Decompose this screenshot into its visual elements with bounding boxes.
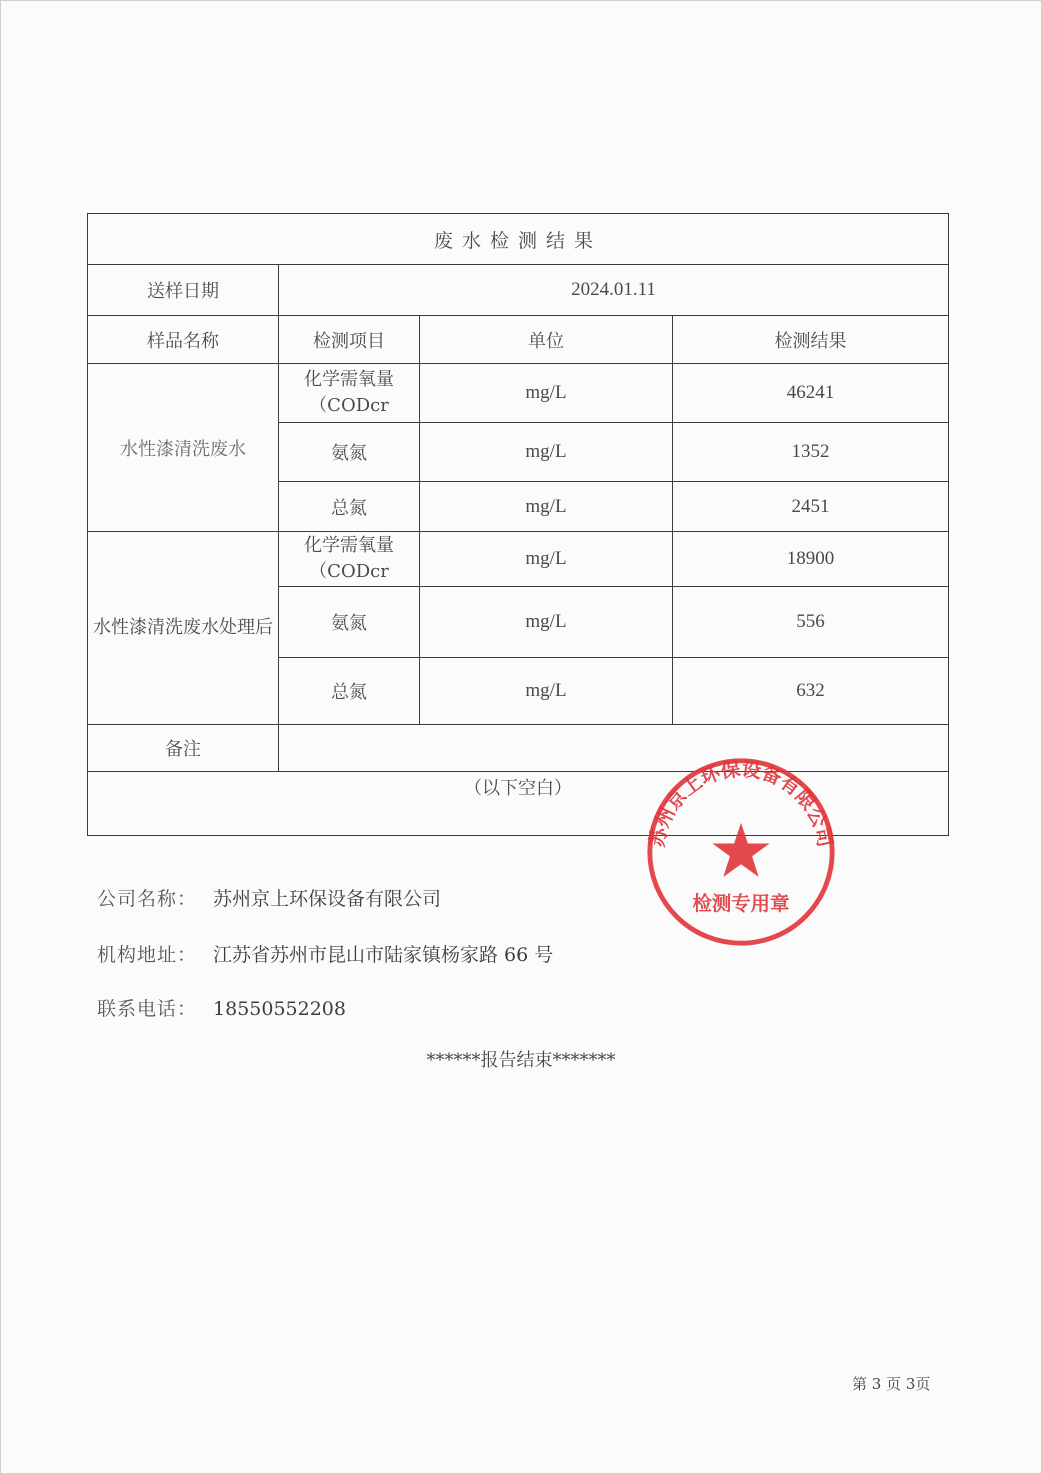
test-item: 总氮: [279, 482, 420, 532]
company-name: 苏州京上环保设备有限公司: [213, 888, 442, 910]
phone-line: [97, 994, 346, 1021]
date-value: 2024.01.11: [279, 265, 949, 316]
table-title: 废水检测结果: [88, 214, 949, 265]
title-row: [88, 214, 949, 265]
blank-note: （以下空白）: [88, 772, 949, 836]
unit-cell: mg/L: [420, 482, 673, 532]
table-row: [88, 364, 949, 423]
header-sample: 样品名称: [88, 316, 279, 364]
remark-value: [279, 725, 949, 772]
report-end-marker: ******报告结束*******: [426, 1050, 616, 1071]
seal-ring-text: 苏州京上环保设备有限公司: [645, 757, 837, 850]
header-item: 检测项目: [279, 316, 420, 364]
test-item: 化学需氧量（CODcr: [279, 532, 420, 587]
sample-name: 水性漆清洗废水: [88, 364, 279, 532]
result-cell: 632: [673, 658, 949, 725]
header-unit: 单位: [420, 316, 673, 364]
test-item: 氨氮: [279, 423, 420, 482]
unit-cell: mg/L: [420, 658, 673, 725]
result-cell: 18900: [673, 532, 949, 587]
unit-cell: mg/L: [420, 364, 673, 423]
address-label: 机构地址：: [97, 944, 198, 966]
company-name-label: 公司名称：: [97, 888, 198, 910]
test-item: 总氮: [279, 658, 420, 725]
header-row: [88, 316, 949, 364]
remark-label: 备注: [88, 725, 279, 772]
phone-value: 18550552208: [213, 998, 346, 1020]
sample-name: 水性漆清洗废水处理后: [88, 532, 279, 725]
unit-cell: mg/L: [420, 423, 673, 482]
phone-label: 联系电话：: [97, 998, 198, 1020]
result-cell: 556: [673, 587, 949, 658]
table-row: [88, 532, 949, 587]
test-item: 化学需氧量（CODcr: [279, 364, 420, 423]
test-item: 氨氮: [279, 587, 420, 658]
company-name-line: [97, 884, 441, 911]
results-table: [87, 213, 949, 836]
result-cell: 2451: [673, 482, 949, 532]
page-number: 第 3 页 3页: [852, 1375, 931, 1393]
company-seal: [644, 755, 838, 949]
unit-cell: mg/L: [420, 532, 673, 587]
seal-bottom-text: 检测专用章: [692, 892, 790, 916]
address-line: [97, 940, 553, 967]
header-result: 检测结果: [673, 316, 949, 364]
result-cell: 46241: [673, 364, 949, 423]
unit-cell: mg/L: [420, 587, 673, 658]
star-icon: [712, 823, 769, 877]
date-row: [88, 265, 949, 316]
result-cell: 1352: [673, 423, 949, 482]
date-label: 送样日期: [88, 265, 279, 316]
address-value: 江苏省苏州市昆山市陆家镇杨家路 66 号: [213, 944, 554, 966]
